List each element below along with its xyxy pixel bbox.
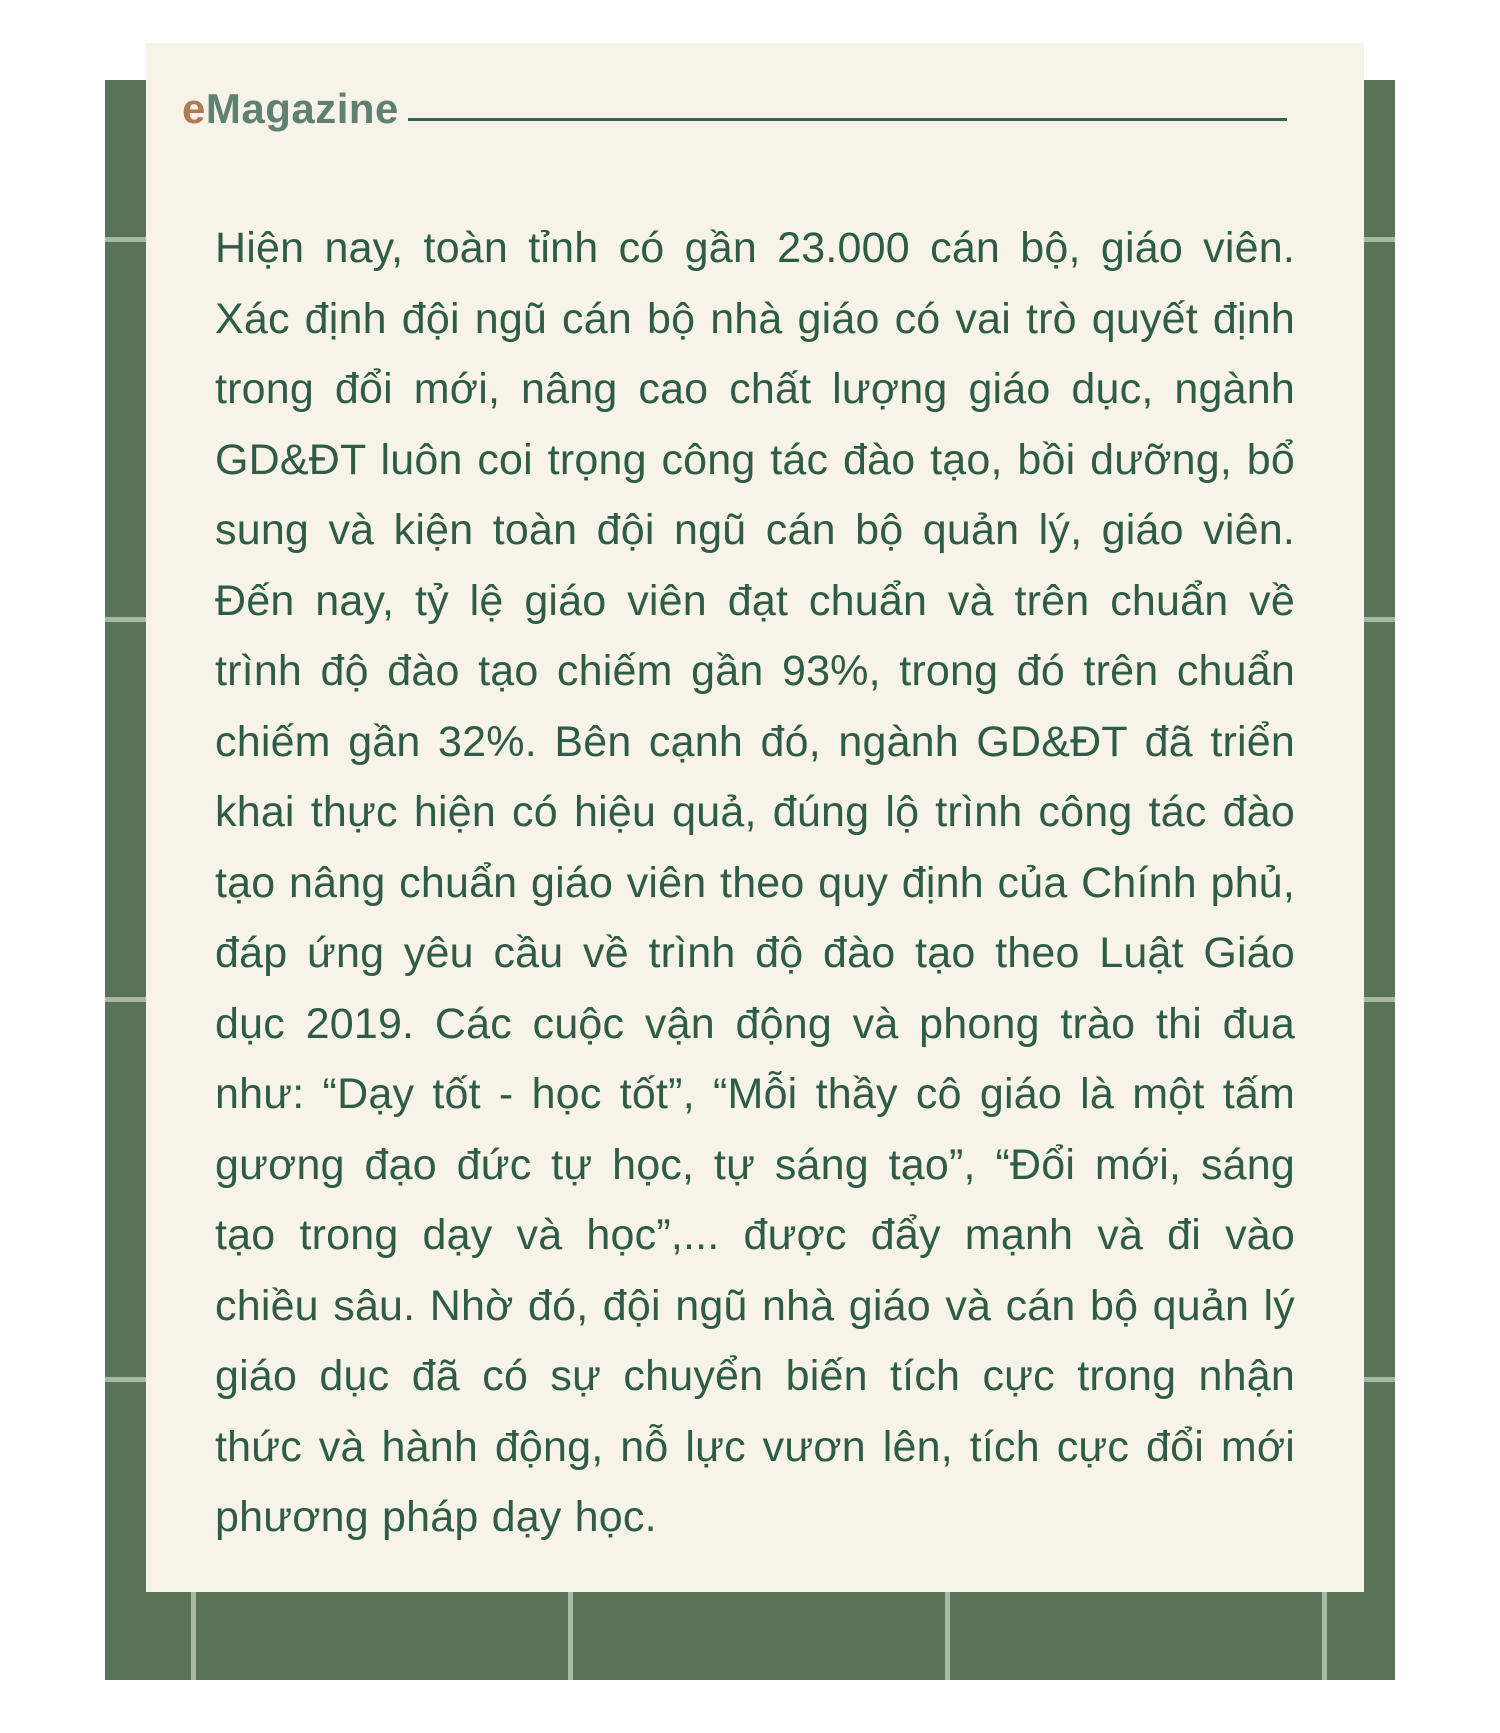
emagazine-logo — [182, 87, 399, 131]
article-paragraph: Hiện nay, toàn tỉnh có gần 23.000 cán bộ, giáo viên. Xác định đội ngũ cán bộ nhà giáo có vai trò quyết định trong đổi mới, nâng cao chất lượng giáo dục, ngành GD&ĐT luôn coi trọng công tác đào tạo, bồi dưỡng, bổ sung và kiện toàn đội ngũ cán bộ quản lý, giáo viên. Đến nay, tỷ lệ giáo viên đạt chuẩn và trên chuẩn về trình độ đào tạo chiếm gần 93%, trong đó trên chuẩn chiếm gần 32%. Bên cạnh đó, ngành GD&ĐT đã triển khai thực hiện có hiệu quả, đúng lộ trình công tác đào tạo nâng chuẩn giáo viên theo quy định của Chính phủ, đáp ứng yêu cầu về trình độ đào tạo theo Luật Giáo dục 2019. Các cuộc vận động và phong trào thi đua như: “Dạy tốt - học tốt”, “Mỗi thầy cô giáo là một tấm gương đạo đức tự học, tự sáng tạo”, “Đổi mới, sáng tạo trong dạy và học”,... được đẩy mạnh và đi vào chiều sâu. Nhờ đó, đội ngũ nhà giáo và cán bộ quản lý giáo dục đã có sự chuyển biến tích cực trong nhận thức và hành động, nỗ lực vươn lên, tích cực đổi mới phương pháp dạy học. — [215, 224, 1295, 1541]
logo-text-magazine: Magazine — [205, 85, 399, 132]
article-card — [146, 43, 1364, 1592]
logo-letter-e: e — [182, 85, 206, 132]
header-divider-line — [408, 118, 1287, 121]
